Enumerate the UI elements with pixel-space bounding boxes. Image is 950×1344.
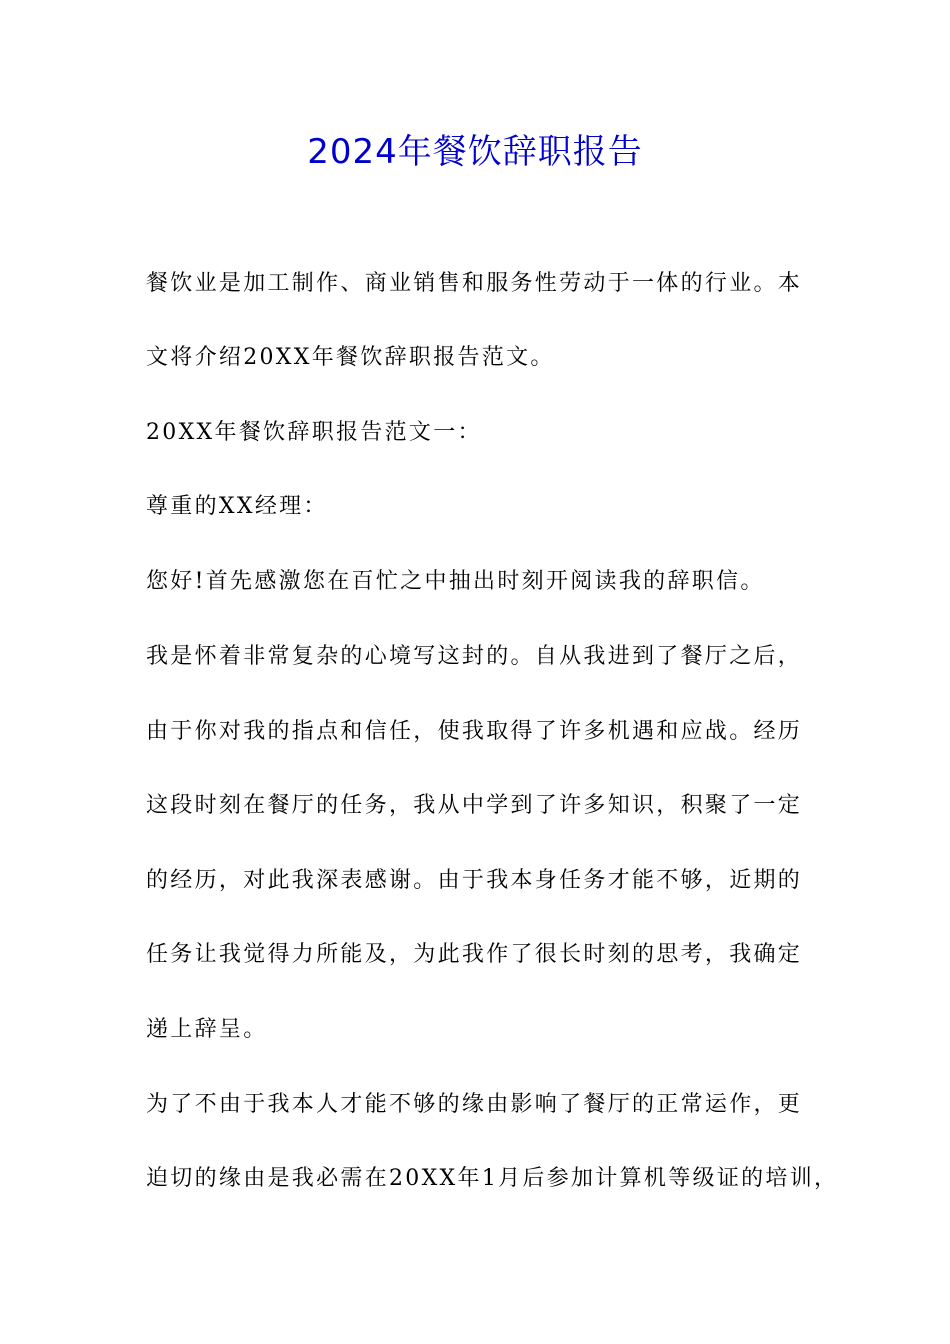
document-title: 2024年餐饮辞职报告: [307, 132, 643, 172]
body-line: 递上辞呈。: [146, 1017, 268, 1042]
body-line: 迫切的缘由是我必需在20XX年1月后参加计算机等级证的培训，: [146, 1166, 839, 1191]
body-line: 任务让我觉得力所能及，为此我作了很长时刻的思考，我确定: [146, 942, 803, 967]
body-line: 尊重的XX经理：: [146, 494, 328, 519]
body-line: 20XX年餐饮辞职报告范文一：: [146, 420, 482, 445]
body-line: 文将介绍20XX年餐饮辞职报告范文。: [146, 345, 555, 370]
body-line: 由于你对我的指点和信任，使我取得了许多机遇和应战。经历: [146, 719, 803, 744]
body-line: 我是怀着非常复杂的心境写这封的。自从我进到了餐厅之后，: [146, 644, 803, 669]
body-line: 的经历，对此我深表感谢。由于我本身任务才能不够，近期的: [146, 868, 803, 893]
body-line: 这段时刻在餐厅的任务，我从中学到了许多知识，积聚了一定: [146, 793, 803, 818]
body-line: 餐饮业是加工制作、商业销售和服务性劳动于一体的行业。本: [146, 271, 803, 296]
body-line: 为了不由于我本人才能不够的缘由影响了餐厅的正常运作，更: [146, 1092, 803, 1117]
body-line: 您好!首先感激您在百忙之中抽出时刻开阅读我的辞职信。: [146, 569, 765, 594]
